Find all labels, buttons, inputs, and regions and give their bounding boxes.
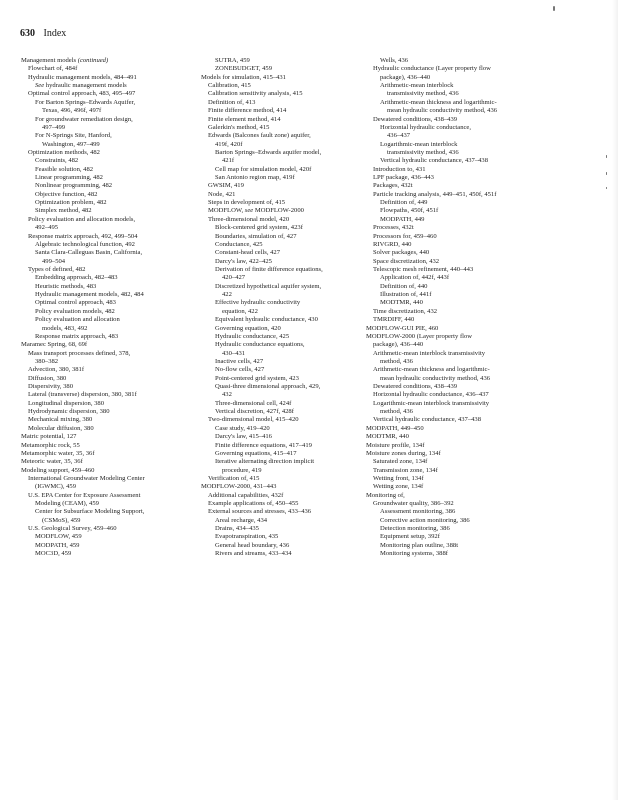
- index-entry: Hydraulic conductance, 425: [215, 332, 290, 340]
- index-entry: Saturated zone, 134f: [373, 458, 428, 466]
- index-entry: U.S. Geological Survey, 459–460: [28, 525, 117, 533]
- index-entry: Additional capabilities, 432f: [208, 491, 284, 499]
- index-entry: Metamorphic water, 35, 36f: [21, 449, 95, 457]
- index-entry: Models for simulation, 415–431: [201, 73, 286, 81]
- index-entry: Monitoring of,: [366, 491, 405, 499]
- index-entry: Dewatered conditions, 438–439: [373, 383, 458, 391]
- index-entry: Processes, 432t: [373, 224, 414, 232]
- index-entry: Response matrix approach, 483: [35, 332, 119, 340]
- index-entry: Texas, 496, 496f, 497f: [42, 107, 102, 115]
- index-entry: Mass transport processes defined, 378,: [28, 349, 131, 357]
- index-entry: Santa Clara-Calleguas Basin, California,: [35, 249, 143, 257]
- index-entry: International Groundwater Modeling Center: [28, 474, 145, 482]
- index-entry: Assessment monitoring, 386: [380, 508, 456, 516]
- index-entry: Flowpaths, 450f, 451f: [380, 207, 439, 215]
- index-entry: 380–382: [35, 357, 59, 365]
- index-entry: Optimal control approach, 483: [35, 299, 116, 307]
- index-entry: San Antonio region map, 419f: [215, 174, 295, 182]
- index-entry: Vertical hydraulic conductance, 437–438: [373, 416, 482, 424]
- index-entry: No-flow cells, 427: [215, 366, 265, 374]
- index-entry: Management models (continued): [21, 57, 109, 64]
- index-entry: Node, 421: [208, 190, 236, 198]
- index-entry: Solver packages, 440: [373, 249, 430, 257]
- index-entry: Calibration sensitivity analysis, 415: [208, 90, 303, 98]
- index-entry: For groundwater remediation design,: [35, 115, 133, 123]
- index-entry: Drains, 434–435: [215, 525, 259, 533]
- index-entry: MODPATH, 449: [380, 215, 425, 223]
- index-entry: Types of defined, 482: [28, 265, 86, 273]
- index-entry: Constraints, 482: [35, 157, 79, 165]
- index-entry: Calibration, 415: [208, 82, 251, 90]
- index-entry: 421f: [222, 157, 235, 165]
- index-entry: Policy evaluation and allocation models,: [28, 215, 136, 223]
- index-entry: method, 436: [380, 408, 413, 416]
- index-entry: MODFLOW-2000, 431–443: [201, 483, 277, 491]
- index-entry: RIVGRD, 440: [373, 240, 412, 248]
- index-entry: 499–504: [42, 257, 66, 265]
- index-entry: Monitoring systems, 388f: [380, 550, 448, 558]
- index-entry: Barton Springs–Edwards aquifer model,: [215, 148, 322, 156]
- section-title: Index: [43, 28, 67, 39]
- index-entry: U.S. EPA Center for Exposure Assessment: [28, 491, 141, 499]
- index-entry: 497–499: [42, 123, 66, 131]
- scan-speck: [606, 155, 607, 158]
- index-column-2: [201, 57, 361, 559]
- index-entry: Dewatered conditions, 438–439: [373, 115, 458, 123]
- index-entry: Diffusion, 380: [28, 374, 67, 382]
- index-entry: Discretized hypothetical aquifer system,: [215, 282, 322, 290]
- index-entry: Boundaries, simulation of, 427: [215, 232, 297, 240]
- index-entry: Horizontal hydraulic conductance, 436–437: [373, 391, 489, 399]
- index-entry: Vertical hydraulic conductance, 437–438: [380, 157, 489, 165]
- index-entry: Groundwater quality, 386–392: [373, 500, 454, 508]
- index-entry: Governing equations, 415–417: [215, 449, 297, 457]
- index-entry: Vertical discretion, 427f, 428f: [215, 408, 294, 416]
- index-entry: MODTMR, 440: [366, 433, 409, 441]
- index-entry: Finite element method, 414: [208, 115, 281, 123]
- index-entry: For N-Springs Site, Hanford,: [35, 132, 112, 140]
- index-entry: Meteoric water, 35, 36f: [21, 458, 83, 466]
- index-entry: Derivation of finite difference equations,: [215, 265, 323, 273]
- index-entry: Horizontal hydraulic conductance,: [380, 123, 471, 131]
- index-entry: Logarithmic-mean interblock transmissivity: [373, 399, 490, 407]
- index-entry: 420–427: [222, 274, 246, 282]
- index-entry: General head boundary, 436: [215, 541, 290, 549]
- index-entry: See hydraulic management models: [35, 82, 127, 90]
- index-entry: 436–437: [387, 132, 411, 140]
- index-entry: Matric potential, 127: [21, 433, 77, 441]
- index-entry: Galerkin's method, 415: [208, 123, 270, 131]
- index-entry: models, 483, 492: [42, 324, 88, 332]
- index-entry: Moisture zones during, 134f: [366, 449, 441, 457]
- index-entry: Hydraulic management models, 482, 484: [35, 291, 144, 299]
- index-entry: method, 436: [380, 357, 413, 365]
- scan-speck: [606, 172, 607, 175]
- index-entry: package), 436–440: [373, 341, 424, 349]
- running-header: [20, 28, 66, 39]
- index-entry: Cell map for simulation model, 420f: [215, 165, 312, 173]
- index-entry: equation, 422: [222, 307, 258, 315]
- index-entry: Hydraulic management models, 484–491: [28, 73, 137, 81]
- index-entry: Inactive cells, 427: [215, 357, 264, 365]
- index-entry: Constant-head cells, 427: [215, 249, 281, 257]
- index-entry: Wells, 436: [380, 57, 409, 64]
- index-entry: Iterative alternating direction implicit: [215, 458, 315, 466]
- index-entry: Equivalent hydraulic conductance, 430: [215, 316, 318, 324]
- index-entry: Maramec Spring, 68, 69f: [21, 341, 88, 349]
- index-entry: Modeling support, 459–460: [21, 466, 95, 474]
- index-entry: 430–431: [222, 349, 246, 357]
- index-entry: Detection monitoring, 386: [380, 525, 450, 533]
- index-entry: Three-dimensional model, 420: [208, 215, 290, 223]
- index-entry: MODFLOW, see MODFLOW-2000: [208, 207, 304, 215]
- index-entry: Quasi-three dimensional approach, 429,: [215, 383, 321, 391]
- index-entry: Areal recharge, 434: [215, 516, 268, 524]
- index-entry: mean hydraulic conductivity method, 436: [387, 107, 498, 115]
- index-entry: Case study, 419–420: [215, 424, 270, 432]
- index-entry: Finite difference equations, 417–419: [215, 441, 312, 449]
- index-entry: Three-dimensional cell, 424f: [215, 399, 292, 407]
- index-entry: Flowchart of, 484f: [28, 65, 78, 73]
- index-entry: Moisture profile, 134f: [366, 441, 425, 449]
- index-entry: procedure, 419: [222, 466, 262, 474]
- index-entry: Time discretization, 432: [373, 307, 438, 315]
- index-entry: Conductance, 425: [215, 240, 263, 248]
- index-entry: Verification of, 415: [208, 474, 260, 482]
- index-entry: Center for Subsurface Modeling Support,: [35, 508, 145, 516]
- index-entry: Washington, 497–499: [42, 140, 100, 148]
- index-entry: For Barton Springs–Edwards Aquifer,: [35, 98, 136, 106]
- index-entry: transmissivity method, 436: [387, 90, 459, 98]
- index-entry: Example applications of, 450–455: [208, 500, 299, 508]
- index-entry: 432: [222, 391, 232, 399]
- index-entry: Finite difference method, 414: [208, 107, 287, 115]
- index-entry: Metamorphic rock, 55: [21, 441, 80, 449]
- index-entry: Monitoring plan outline, 388t: [380, 541, 459, 549]
- index-entry: Introduction to, 431: [373, 165, 426, 173]
- index-entry: package), 436–440: [380, 73, 431, 81]
- index-entry: Particle tracking analysis, 449–451, 450f, 451f: [373, 190, 497, 198]
- index-entry: Lateral (transverse) dispersion, 380, 381f: [28, 391, 137, 399]
- scan-speck: [606, 187, 607, 189]
- index-entry: Governing equation, 420: [215, 324, 281, 332]
- index-entry: mean hydraulic conductivity method, 436: [380, 374, 491, 382]
- index-entry: Optimal control approach, 483, 495–497: [28, 90, 136, 98]
- index-entry: Heuristic methods, 483: [35, 282, 97, 290]
- index-entry: Optimization methods, 482: [28, 148, 100, 156]
- index-entry: Arithmetic-mean thickness and logarithmic-: [373, 366, 490, 374]
- index-entry: Simplex method, 482: [35, 207, 92, 215]
- index-entry: MODPATH, 459: [35, 541, 80, 549]
- index-entry: Arithmetic-mean thickness and logarithmic-: [380, 98, 497, 106]
- index-entry: Linear programming, 482: [35, 174, 103, 182]
- index-entry: Arithmetic-mean interblock transmissivity: [373, 349, 486, 357]
- index-entry: TMRDIFF, 440: [373, 316, 415, 324]
- index-entry: Darcy's law, 415–416: [215, 433, 272, 441]
- index-entry: Molecular diffusion, 380: [28, 424, 94, 432]
- index-entry: Telescopic mesh refinement, 440–443: [373, 265, 474, 273]
- index-column-1: [21, 57, 186, 559]
- index-entry: transmissivity method, 436: [387, 148, 459, 156]
- index-entry: Algebraic technological function, 492: [35, 240, 135, 248]
- index-entry: Illustration of, 441f: [380, 291, 432, 299]
- index-entry: MODTMR, 440: [380, 299, 423, 307]
- index-entry: Logarithmic-mean interblock: [380, 140, 458, 148]
- index-entry: 422: [222, 291, 232, 299]
- index-entry: Evapotranspiration, 435: [215, 533, 279, 541]
- index-entry: Block-centered grid system, 423f: [215, 224, 303, 232]
- index-entry: Steps in development of, 415: [208, 199, 286, 207]
- index-entry: Policy evaluation models, 482: [35, 307, 115, 315]
- index-entry: Rivers and streams, 433–434: [215, 550, 292, 558]
- index-entry: 419f, 420f: [215, 140, 243, 148]
- index-entry: Space discretization, 432: [373, 257, 440, 265]
- index-entry: 492–495: [35, 224, 59, 232]
- index-entry: Corrective action monitoring, 386: [380, 516, 470, 524]
- index-entry: MODFLOW, 459: [35, 533, 82, 541]
- index-entry: LPF package, 436–443: [373, 174, 434, 182]
- index-entry: Arithmetic-mean interblock: [380, 82, 454, 90]
- index-entry: Embedding approach, 482–483: [35, 274, 118, 282]
- index-entry: Mechanical mixing, 380: [28, 416, 93, 424]
- index-entry: Dispersivity, 380: [28, 383, 73, 391]
- index-entry: MOC3D, 459: [35, 550, 72, 558]
- index-entry: Effective hydraulic conductivity: [215, 299, 301, 307]
- index-entry: Policy evaluation and allocation: [35, 316, 120, 324]
- index-entry: Two-dimensional model, 415–420: [208, 416, 299, 424]
- index-entry: MODFLOW-GUI PIE, 460: [366, 324, 439, 332]
- index-entry: Optimization problem, 482: [35, 199, 107, 207]
- index-entry: Edwards (Balcones fault zone) aquifer,: [208, 132, 311, 140]
- index-entry: Modeling (CEAM), 459: [35, 500, 99, 508]
- index-entry: Advection, 380, 381f: [28, 366, 85, 374]
- index-entry: Longitudinal dispersion, 380: [28, 399, 105, 407]
- index-entry: SUTRA, 459: [215, 57, 250, 64]
- index-entry: Hydraulic conductance (Layer property flow: [373, 65, 491, 73]
- index-entry: Feasible solution, 482: [35, 165, 94, 173]
- index-entry: Definition of, 413: [208, 98, 256, 106]
- index-entry: GWSIM, 419: [208, 182, 244, 190]
- index-entry: External sources and stresses, 433–436: [208, 508, 312, 516]
- page-number: 630: [20, 28, 35, 39]
- index-entry: Darcy's law, 422–425: [215, 257, 272, 265]
- index-entry: (CSMoS), 459: [42, 516, 81, 524]
- index-entry: Application of, 442f, 443f: [380, 274, 450, 282]
- index-entry: Equipment setup, 392f: [380, 533, 440, 541]
- index-entry: (IGWMC), 459: [35, 483, 77, 491]
- index-entry: MODFLOW-2000 (Layer property flow: [366, 332, 473, 340]
- index-entry: Processors for, 459–460: [373, 232, 437, 240]
- index-entry: Point-centered grid system, 423: [215, 374, 299, 382]
- index-entry: Definition of, 440: [380, 282, 428, 290]
- index-entry: Objective function, 482: [35, 190, 98, 198]
- index-entry: Response matrix approach, 492, 499–504: [28, 232, 138, 240]
- index-entry: Nonlinear programming, 482: [35, 182, 113, 190]
- index-entry: Transmission zone, 134f: [373, 466, 438, 474]
- index-entry: Definition of, 449: [380, 199, 428, 207]
- index-entry: Packages, 432t: [373, 182, 413, 190]
- index-entry: Hydrodynamic dispersion, 380: [28, 408, 110, 416]
- index-entry: MODPATH, 449–450: [366, 424, 424, 432]
- index-entry: Wetting front, 134f: [373, 474, 424, 482]
- index-entry: ZONEBUDGET, 459: [215, 65, 273, 73]
- scan-edge-shadow: [612, 0, 618, 800]
- index-entry: Wetting zone, 134f: [373, 483, 424, 491]
- index-column-3: [366, 57, 566, 559]
- index-entry: Hydraulic conductance equations,: [215, 341, 305, 349]
- scan-speck: [553, 6, 555, 11]
